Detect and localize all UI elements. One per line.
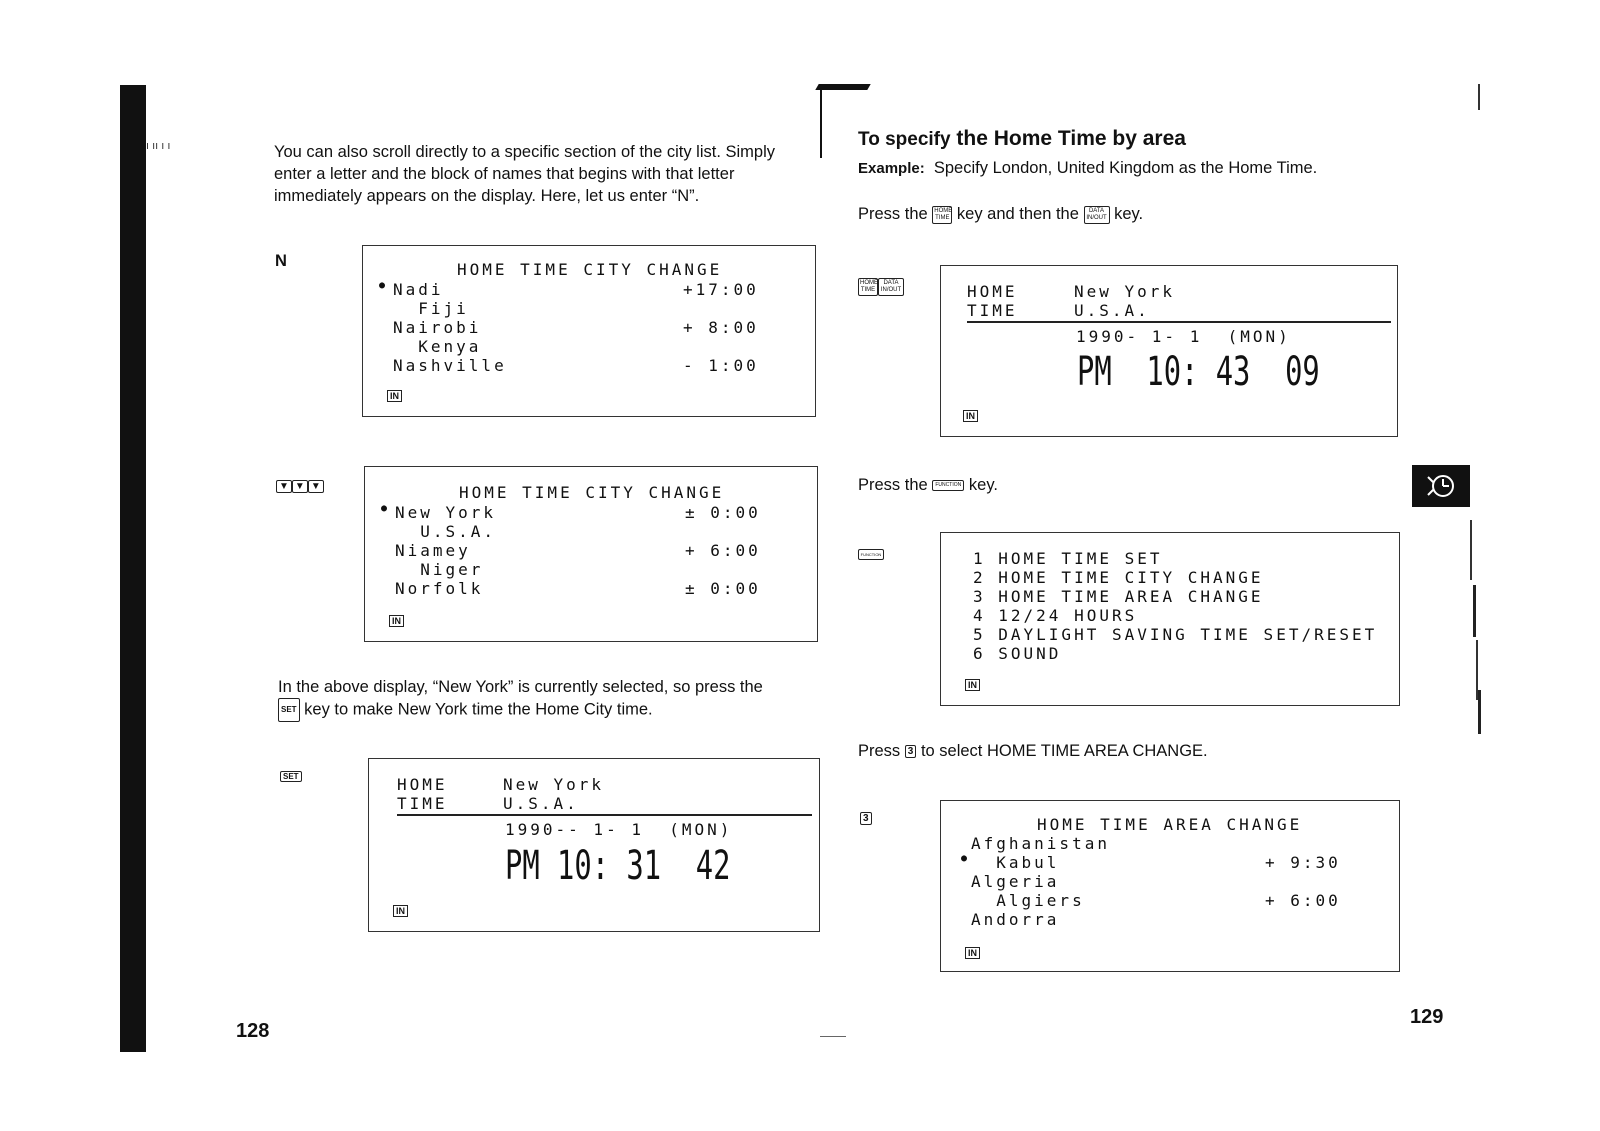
- fold-tick: [820, 1036, 846, 1037]
- menu-item: 4 12/24 HOURS: [973, 606, 1138, 625]
- offset: + 6:00: [1265, 891, 1341, 910]
- step-keys-home-data: [858, 278, 904, 296]
- press-instruction-2: Press the FUNCTION key.: [858, 476, 998, 494]
- in-indicator: IN: [965, 947, 980, 959]
- country-row: U.S.A.: [395, 522, 497, 541]
- scan-edge-line: [1470, 520, 1472, 580]
- set-key-icon: SET: [280, 771, 302, 782]
- lcd-screen-area-change: [940, 800, 1400, 972]
- in-indicator: IN: [965, 679, 980, 691]
- cursor-marker: ●: [961, 853, 971, 864]
- city-row: Algiers: [971, 891, 1085, 910]
- menu-item: 1 HOME TIME SET: [973, 549, 1163, 568]
- country-row: Fiji: [393, 299, 469, 318]
- section-tab: [1412, 465, 1470, 507]
- data-in-out-key-icon: DATA IN/OUT: [1084, 206, 1110, 224]
- city-row: Niamey: [395, 541, 471, 560]
- area-row: Andorra: [971, 910, 1060, 929]
- city-row: Nadi: [393, 280, 444, 299]
- example-line: Example: Specify London, United Kingdom as the Home Time.: [858, 159, 1318, 177]
- divider: [967, 321, 1391, 323]
- city-row: Norfolk: [395, 579, 484, 598]
- time-display: PM 10: 43 09: [1077, 349, 1320, 395]
- city-row: New York: [395, 503, 497, 522]
- time-display: PM 10: 31 42: [505, 843, 731, 889]
- cursor-marker: ●: [381, 503, 391, 514]
- area-row: Afghanistan: [971, 834, 1110, 853]
- down-arrow-key-icon: ▼: [276, 480, 292, 493]
- city-row: Kabul: [971, 853, 1060, 872]
- time-label: TIME: [967, 301, 1018, 320]
- scan-marks: ı ıı ı ı: [146, 140, 171, 152]
- offset: + 6:00: [685, 541, 761, 560]
- city-name: New York: [1074, 282, 1176, 301]
- screen-title: HOME TIME AREA CHANGE: [1037, 815, 1303, 834]
- page-number-right: 129: [1410, 1006, 1444, 1028]
- in-indicator: IN: [389, 615, 404, 627]
- cursor-marker: ●: [379, 280, 389, 291]
- lcd-screen-city-change-1: [362, 245, 816, 417]
- offset: +17:00: [683, 280, 759, 299]
- country-row: Kenya: [393, 337, 482, 356]
- lcd-screen-city-change-2: [364, 466, 818, 642]
- mid-paragraph: In the above display, “New York” is currently selected, so press the SET key to make New York time the Home City time.: [278, 676, 818, 722]
- city-row: Nairobi: [393, 318, 482, 337]
- home-label: HOME: [967, 282, 1018, 301]
- set-key-icon: SET: [278, 698, 300, 722]
- menu-item: 3 HOME TIME AREA CHANGE: [973, 587, 1264, 606]
- home-time-key-icon: HOME TIME: [932, 206, 952, 224]
- function-key-icon: FUNCTION: [932, 480, 964, 491]
- menu-item: 6 SOUND: [973, 644, 1062, 663]
- menu-item: 2 HOME TIME CITY CHANGE: [973, 568, 1264, 587]
- menu-item: 5 DAYLIGHT SAVING TIME SET/RESET: [973, 625, 1378, 644]
- fold-line: [820, 88, 822, 158]
- offset: + 8:00: [683, 318, 759, 337]
- lcd-screen-home-time-1: [368, 758, 820, 932]
- down-arrow-keys: [276, 478, 324, 496]
- country-name: U.S.A.: [503, 794, 579, 813]
- home-label: HOME: [397, 775, 448, 794]
- in-indicator: IN: [393, 905, 408, 917]
- lcd-screen-home-time-2: [940, 265, 1398, 437]
- page-number-left: 128: [236, 1020, 270, 1042]
- step-label-n: N: [275, 252, 287, 270]
- section-heading: To specify the Home Time by area: [858, 127, 1186, 150]
- offset: - 1:00: [683, 356, 759, 375]
- world-clock-tab-icon: [1412, 465, 1470, 507]
- three-key-icon: 3: [860, 812, 872, 825]
- city-name: New York: [503, 775, 605, 794]
- scan-edge-line: [1473, 585, 1476, 637]
- country-name: U.S.A.: [1074, 301, 1150, 320]
- press-instruction-3: Press 3 to select HOME TIME AREA CHANGE.: [858, 742, 1208, 760]
- divider: [397, 814, 812, 816]
- press-instruction-1: Press the HOME TIME key and then the DATA IN/OUT key.: [858, 205, 1144, 223]
- in-indicator: IN: [387, 390, 402, 402]
- time-label: TIME: [397, 794, 448, 813]
- date-display: 1990- 1- 1 (MON): [1076, 327, 1291, 346]
- offset: + 9:30: [1265, 853, 1341, 872]
- scan-edge-line: [1478, 84, 1480, 110]
- step-key-function: [858, 546, 884, 564]
- country-row: Niger: [395, 560, 484, 579]
- data-in-out-key-icon: DATA IN/OUT: [878, 278, 904, 296]
- screen-title: HOME TIME CITY CHANGE: [457, 260, 723, 279]
- down-arrow-key-icon: ▼: [308, 480, 324, 493]
- binding-edge: [120, 85, 146, 1052]
- lcd-screen-function-menu: [940, 532, 1400, 706]
- fold-mark: [815, 84, 870, 90]
- down-arrow-key-icon: ▼: [292, 480, 308, 493]
- in-indicator: IN: [963, 410, 978, 422]
- three-key-icon: 3: [905, 745, 917, 758]
- city-row: Nashville: [393, 356, 507, 375]
- home-time-key-icon: HOME TIME: [858, 278, 878, 296]
- set-key-step: [280, 768, 302, 786]
- scan-edge-line: [1478, 690, 1481, 734]
- date-display: 1990-- 1- 1 (MON): [505, 820, 733, 839]
- offset: ± 0:00: [685, 503, 761, 522]
- area-row: Algeria: [971, 872, 1060, 891]
- step-key-three: [860, 810, 872, 828]
- function-key-icon: FUNCTION: [858, 549, 884, 560]
- intro-paragraph: You can also scroll directly to a specific section of the city list. Simply enter a letter and the block of names that begins with that letter immediately appears on the display. Here, let us enter “N”.: [274, 143, 776, 205]
- offset: ± 0:00: [685, 579, 761, 598]
- screen-title: HOME TIME CITY CHANGE: [459, 483, 725, 502]
